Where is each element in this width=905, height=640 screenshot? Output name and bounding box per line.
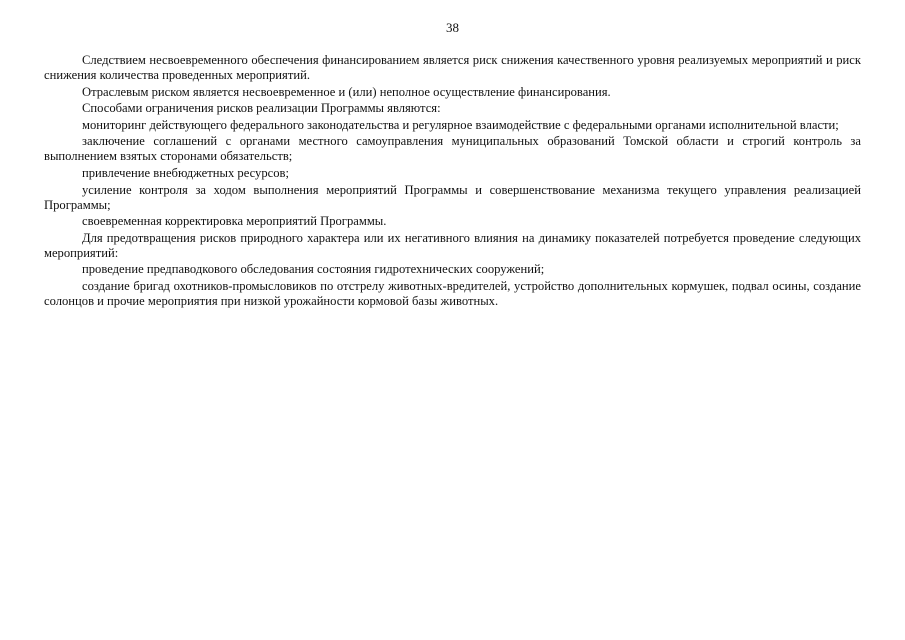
paragraph: создание бригад охотников-промысловиков по отстрелу животных-вредителей, устройство дополнительных кормушек, подвал осины, создание солонцов и прочие мероприятия при низкой урожайности кормовой базы животных. — [44, 278, 861, 308]
paragraph: заключение соглашений с органами местного самоуправления муниципальных образований Томской области и строгий контроль за выполнением взятых сторонами обязательств; — [44, 134, 861, 164]
paragraph: мониторинг действующего федерального законодательства и регулярное взаимодействие с федеральными органами исполнительной власти; — [82, 117, 839, 132]
paragraph: Отраслевым риском является несвоевременное и (или) неполное осуществление финансирования. — [82, 84, 611, 99]
document-body — [44, 53, 861, 311]
paragraph: Способами ограничения рисков реализации Программы являются: — [82, 101, 441, 116]
paragraph: Следствием несвоевременного обеспечения финансированием является риск снижения качественного уровня реализуемых мероприятий и риск снижения количества проведенных мероприятий. — [44, 53, 861, 82]
paragraph: проведение предпаводкового обследования состояния гидротехнических сооружений; — [82, 262, 545, 277]
paragraph: привлечение внебюджетных ресурсов; — [82, 165, 289, 180]
paragraph: своевременная корректировка мероприятий Программы. — [82, 214, 387, 229]
page-number: 38 — [446, 20, 459, 35]
paragraph: усиление контроля за ходом выполнения мероприятий Программы и совершенствование механизма текущего управления реализацией Программы; — [44, 182, 861, 212]
paragraph: Для предотвращения рисков природного характера или их негативного влияния на динамику показателей потребуется проведение следующих мероприятий: — [44, 230, 861, 260]
